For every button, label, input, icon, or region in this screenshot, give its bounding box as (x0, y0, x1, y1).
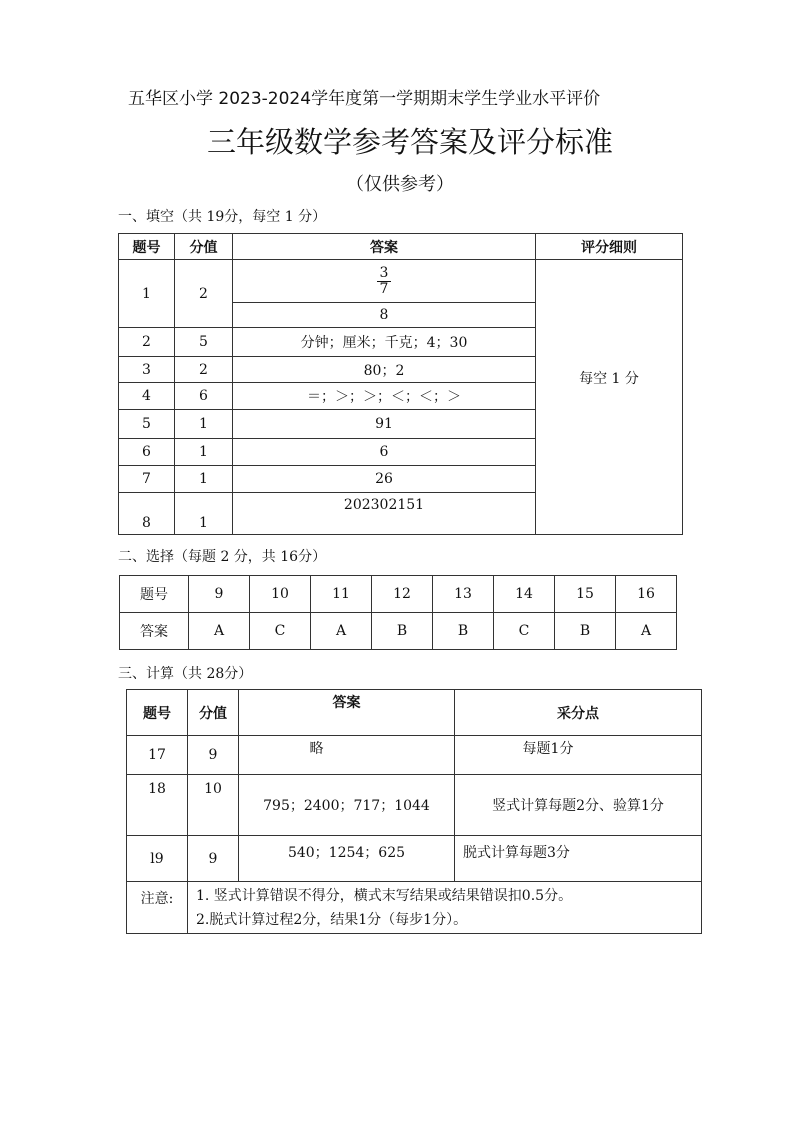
question-number: 13 (433, 576, 494, 613)
question-number: 10 (250, 576, 311, 613)
multiple-choice-table (119, 575, 677, 650)
scoring-points: 竖式计算每题2分、验算1分 (455, 775, 702, 836)
section1-heading: 一、填空（共 19分，每空 1 分） (118, 209, 327, 225)
question-score: 1 (175, 493, 233, 535)
question-number: 7 (119, 466, 175, 493)
question-number: 4 (119, 383, 175, 410)
question-score: 1 (175, 466, 233, 493)
choice-answer: A (616, 613, 677, 650)
fill-blank-table (118, 233, 683, 535)
question-number: 12 (372, 576, 433, 613)
answer-cell: 540；1254；625 (239, 836, 455, 882)
question-number: 17 (127, 736, 188, 775)
question-score: 9 (188, 836, 239, 882)
answer-cell: 6 (233, 439, 536, 466)
choice-answer: B (433, 613, 494, 650)
question-number: l9 (127, 836, 188, 882)
scoring-rule: 每空 1 分 (536, 260, 683, 535)
column-header: 题号 (127, 690, 188, 736)
question-number: 1 (119, 260, 175, 328)
column-header: 分值 (188, 690, 239, 736)
question-number: 9 (189, 576, 250, 613)
column-header: 题号 (119, 234, 175, 260)
question-number: 16 (616, 576, 677, 613)
fraction-denominator: 7 (379, 280, 389, 297)
choice-answer: B (372, 613, 433, 650)
fraction-numerator: 3 (377, 266, 392, 282)
question-number: 15 (555, 576, 616, 613)
answer-cell: 分钟；厘米；千克；4；30 (233, 328, 536, 357)
question-number: 3 (119, 357, 175, 383)
row-label: 题号 (120, 576, 189, 613)
page-subtitle: （仅供参考） (346, 174, 454, 195)
section2-heading: 二、选择（每题 2 分，共 16分） (118, 549, 327, 565)
answer-cell: 8 (233, 303, 536, 328)
choice-answer: A (311, 613, 372, 650)
column-header: 答案 (239, 690, 455, 736)
question-score: 1 (175, 410, 233, 439)
notes (188, 882, 702, 934)
answer-cell: 略 (239, 736, 455, 775)
question-number: 8 (119, 493, 175, 535)
answer-cell: 202302151 (233, 493, 536, 535)
section3-heading: 三、计算（共 28分） (118, 666, 253, 682)
answer-cell: ＝；＞；＞；＜；＜；＞ (233, 383, 536, 410)
question-number: 18 (127, 775, 188, 836)
question-score: 5 (175, 328, 233, 357)
scoring-points: 脱式计算每题3分 (455, 836, 702, 882)
question-number: 11 (311, 576, 372, 613)
answer-cell: 91 (233, 410, 536, 439)
question-number: 6 (119, 439, 175, 466)
choice-answer: C (494, 613, 555, 650)
page-title: 三年级数学参考答案及评分标准 (206, 125, 613, 159)
fraction (377, 266, 392, 297)
answer-fraction (233, 260, 536, 303)
question-score: 6 (175, 383, 233, 410)
row-label: 答案 (120, 613, 189, 650)
scoring-points: 每题1分 (455, 736, 702, 775)
column-header: 分值 (175, 234, 233, 260)
question-number: 14 (494, 576, 555, 613)
choice-answer: C (250, 613, 311, 650)
question-number: 5 (119, 410, 175, 439)
question-score: 10 (188, 775, 239, 836)
note-line: 2.脱式计算过程2分，结果1分（每步1分）。 (196, 911, 468, 928)
question-score: 2 (175, 357, 233, 383)
question-score: 1 (175, 439, 233, 466)
question-number: 2 (119, 328, 175, 357)
answer-cell: 26 (233, 466, 536, 493)
choice-answer: A (189, 613, 250, 650)
column-header: 答案 (233, 234, 536, 260)
school-header: 五华区小学 2023-2024学年度第一学期期末学生学业水平评价 (128, 89, 601, 109)
answer-cell: 795；2400；717；1044 (239, 775, 455, 836)
note-label: 注意: (127, 882, 188, 934)
choice-answer: B (555, 613, 616, 650)
column-header: 评分细则 (536, 234, 683, 260)
question-score: 9 (188, 736, 239, 775)
note-line: 1. 竖式计算错误不得分，横式末写结果或结果错误扣0.5分。 (196, 887, 573, 904)
answer-cell: 80；2 (233, 357, 536, 383)
question-score: 2 (175, 260, 233, 328)
calculation-table (126, 689, 702, 934)
column-header: 采分点 (455, 690, 702, 736)
